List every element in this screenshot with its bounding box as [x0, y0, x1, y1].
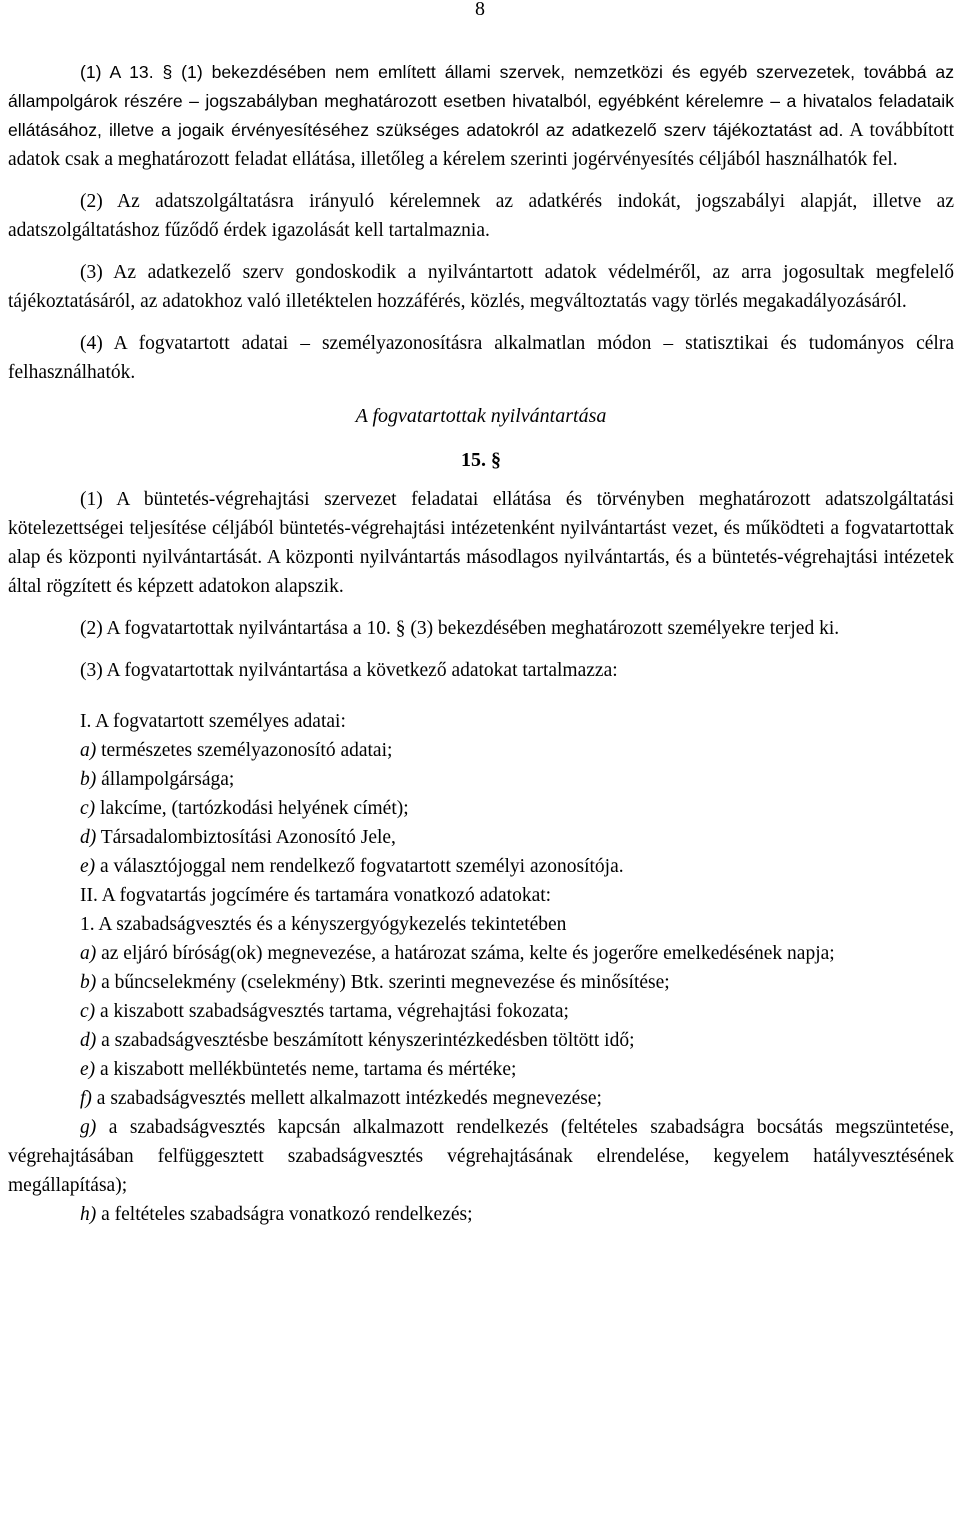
data-items-list	[8, 707, 954, 1229]
list-item: b) a bűncselekmény (cselekmény) Btk. szerinti megnevezése és minősítése;	[80, 972, 670, 993]
section-paragraph-3: (3) A fogvatartottak nyilvántartása a következő adatokat tartalmazza:	[80, 660, 618, 681]
list-item: g) a szabadságvesztés kapcsán alkalmazott rendelkezés (feltételes szabadságra bocsátás megszüntetése, végrehajtásában felfüggesztett szabadságvesztés végrehajtásának elrendelése, kegyelem hatályvesztésének megállapítása);	[8, 1117, 954, 1196]
list-item: II. A fogvatartás jogcímére és tartamára vonatkozó adatokat:	[80, 885, 552, 906]
list-item: a) az eljáró bíróság(ok) megnevezése, a határozat száma, kelte és jogerőre emelkedésének napja;	[80, 943, 835, 964]
paragraph-1-continuation: A továbbított adatok csak a meghatározott feladat ellátása, illetőleg a kérelem szerinti jogérvényesítés céljából használhatók fel.	[8, 120, 954, 170]
paragraph-4: (4) A fogvatartott adatai – személyazonosításra alkalmatlan módon – statisztikai és tudományos célra felhasználhatók.	[8, 333, 954, 383]
paragraph-1	[8, 58, 954, 174]
section-paragraph-1: (1) A büntetés-végrehajtási szervezet feladatai ellátása és törvényben meghatározott adatszolgáltatási kötelezettségei teljesítése céljából büntetés-végrehajtási intézetenként nyilvántartást vezet, és működteti a fogvatartottak alap és központi nyilvántartását. A központi nyilvántartás másodlagos nyilvántartás, és a büntetés-végrehajtási intézetek által rögzített és képzett adatokon alapszik.	[8, 489, 954, 597]
list-item: b) állampolgársága;	[80, 769, 235, 790]
list-item: h) a feltételes szabadságra vonatkozó rendelkezés;	[80, 1204, 473, 1225]
list-item: c) lakcíme, (tartózkodási helyének címét);	[80, 798, 409, 819]
document-body	[8, 58, 954, 1229]
list-item: f) a szabadságvesztés mellett alkalmazott intézkedés megnevezése;	[80, 1088, 602, 1109]
paragraph-1-text: (1) A 13. § (1) bekezdésében nem említett állami szervek, nemzetközi és egyéb szervezetek, továbbá az állampolgárok részére – jogszabályban meghatározott esetben hivatalból, egyébként kérelemre – a hivatalos feladataik ellátásához, illetve a jogaik érvényesítéséhez szükséges adatokról az adatkezelő szerv tájékoztatást ad.	[8, 62, 954, 140]
list-item: a) természetes személyazonosító adatai;	[80, 740, 393, 761]
paragraph-3: (3) Az adatkezelő szerv gondoskodik a nyilvántartott adatok védelméről, az arra jogosultak megfelelő tájékoztatásáról, az adatokhoz való illetéktelen hozzáférés, közlés, megváltoztatás vagy törlés megakadályozásáról.	[8, 262, 954, 312]
list-item: I. A fogvatartott személyes adatai:	[80, 711, 346, 732]
list-item: e) a választójoggal nem rendelkező fogvatartott személyi azonosítója.	[80, 856, 624, 877]
section-title: A fogvatartottak nyilvántartása	[355, 405, 607, 427]
list-item: 1. A szabadságvesztés és a kényszergyógykezelés tekintetében	[80, 914, 567, 935]
list-item: d) Társadalombiztosítási Azonosító Jele,	[80, 827, 396, 848]
page-number: 8	[475, 0, 485, 20]
list-item: e) a kiszabott mellékbüntetés neme, tartama és mértéke;	[80, 1059, 517, 1080]
section-paragraph-2: (2) A fogvatartottak nyilvántartása a 10. § (3) bekezdésében meghatározott személyekre terjed ki.	[80, 618, 840, 639]
section-number: 15. §	[461, 449, 501, 471]
list-item: c) a kiszabott szabadságvesztés tartama, végrehajtási fokozata;	[80, 1001, 569, 1022]
paragraph-2: (2) Az adatszolgáltatásra irányuló kérelemnek az adatkérés indokát, jogszabályi alapját, illetve az adatszolgáltatáshoz fűződő érdek igazolását kell tartalmaznia.	[8, 191, 954, 241]
list-item: d) a szabadságvesztésbe beszámított kényszerintézkedésben töltött idő;	[80, 1030, 635, 1051]
